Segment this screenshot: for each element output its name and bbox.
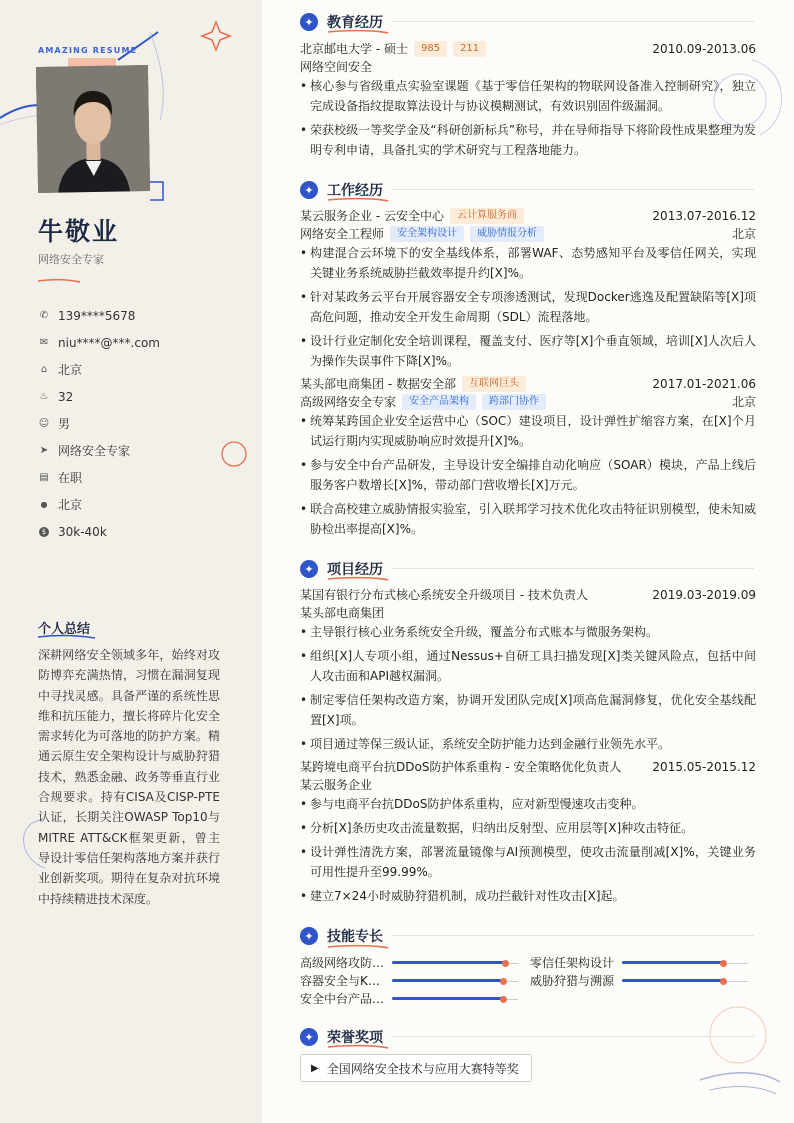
award-item[interactable] bbox=[300, 1054, 532, 1082]
skill-bar bbox=[622, 978, 748, 984]
skill-tag: 跨部门协作 bbox=[482, 394, 546, 410]
target-role-value: 网络安全专家 bbox=[58, 444, 131, 458]
info-age bbox=[38, 383, 160, 410]
briefcase-icon: ▤ bbox=[39, 472, 49, 483]
skill-tag: 安全产品架构 bbox=[402, 394, 476, 410]
sparkle-icon: ✦ bbox=[300, 1028, 318, 1046]
major-text: 网络空间安全 bbox=[300, 60, 373, 74]
project-bullet: • 制定零信任架构改造方案，协调开发团队完成[X]项高危漏洞修复，优化安全基线配置[X]项。 bbox=[300, 691, 756, 730]
section-title: 工作经历 bbox=[327, 183, 383, 199]
education-major bbox=[300, 58, 756, 75]
project-bullet: • 组织[X]人专项小组，通过Nessus+自研工具扫描发现[X]类关键风险点，包括中间人攻击面和API越权漏洞。 bbox=[300, 647, 756, 686]
section-header-work bbox=[300, 180, 383, 200]
project-header bbox=[300, 758, 756, 775]
industry-tag: 互联网巨头 bbox=[462, 376, 526, 392]
job-bullet: • 参与安全中台产品研发，主导设计安全编排自动化响应（SOAR）模块，产品上线后服务客户数增长[X]%，带动部门营收增长[X]万元。 bbox=[300, 456, 756, 495]
info-gender bbox=[38, 410, 160, 437]
section-divider bbox=[392, 189, 754, 190]
home-icon: ⌂ bbox=[40, 364, 48, 375]
play-triangle-icon: ▶ bbox=[311, 1062, 319, 1074]
job-city: 北京 bbox=[731, 227, 756, 241]
education-bullet: • 核心参与省级重点实验室课题《基于零信任架构的物联网设备准入控制研究》，独立完成设备指纹提取算法设计与协议模糊测试，有效识别固件级漏洞。 bbox=[300, 77, 756, 116]
project-name: 某跨境电商平台抗DDoS防护体系重构 - 安全策略优化负责人 bbox=[300, 760, 622, 774]
project-date: 2019.03-2019.09 bbox=[652, 587, 756, 602]
job-bullet: • 联合高校建立威胁情报实验室，引入联邦学习技术优化攻击特征识别模型，使未知威胁检出率提高[X]%。 bbox=[300, 500, 756, 539]
project-bullet: • 参与电商平台抗DDoS防护体系重构，应对新型慢速攻击变种。 bbox=[300, 795, 756, 815]
project-org-text: 某头部电商集团 bbox=[300, 606, 385, 620]
cake-icon: ♨ bbox=[39, 391, 49, 402]
industry-tag: 云计算服务商 bbox=[450, 208, 524, 224]
job-header bbox=[300, 375, 756, 392]
education-header bbox=[300, 40, 756, 57]
skill-bar bbox=[392, 996, 518, 1002]
section-header-projects bbox=[300, 559, 383, 579]
school-tag: 985 bbox=[414, 41, 447, 57]
education-bullet: • 荣获校级一等奖学金及“科研创新标兵”称号，并在导师指导下将阶段性成果整理为发明专利申请，具备扎实的学术研究与工程落地能力。 bbox=[300, 121, 756, 160]
skill-item bbox=[530, 972, 748, 989]
project-org bbox=[300, 604, 756, 621]
info-email bbox=[38, 329, 160, 356]
send-icon: ➤ bbox=[39, 445, 49, 456]
education-date: 2010.09-2013.06 bbox=[652, 41, 756, 56]
school-tag: 211 bbox=[453, 41, 486, 57]
skill-label: 容器安全与K… bbox=[300, 974, 380, 988]
skill-bar bbox=[392, 978, 518, 984]
section-header-skills bbox=[300, 926, 383, 946]
project-bullet: • 项目通过等保三级认证，系统安全防护能力达到金融行业领先水平。 bbox=[300, 735, 756, 755]
age-value: 32 bbox=[58, 389, 74, 404]
skill-bar bbox=[622, 960, 748, 966]
project-org bbox=[300, 776, 756, 793]
skill-label: 零信任架构设计 bbox=[530, 956, 615, 970]
job-bullet: • 针对某政务云平台开展容器安全专项渗透测试，发现Docker逃逸及配置缺陷等[X]项高危问题，推动安全开发生命周期（SDL）流程落地。 bbox=[300, 288, 756, 327]
skill-item bbox=[530, 954, 748, 971]
section-divider bbox=[392, 21, 754, 22]
location-pin-icon: ● bbox=[40, 500, 48, 509]
salary-icon: $ bbox=[38, 526, 50, 538]
project-date: 2015.05-2015.12 bbox=[652, 759, 756, 774]
skill-item bbox=[300, 954, 518, 971]
section-title: 技能专长 bbox=[327, 929, 383, 945]
phone-icon: ✆ bbox=[39, 310, 49, 321]
section-header-awards bbox=[300, 1027, 383, 1047]
sparkle-icon: ✦ bbox=[300, 927, 318, 945]
info-phone bbox=[38, 302, 160, 329]
company-name: 某云服务企业 - 云安全中心 bbox=[300, 209, 444, 223]
job-position-row bbox=[300, 393, 756, 410]
info-hometown bbox=[38, 356, 160, 383]
gender-icon: ☺ bbox=[38, 418, 50, 429]
summary-title: 个人总结 bbox=[38, 622, 91, 637]
school-name: 北京邮电大学 - 硕士 bbox=[300, 42, 408, 56]
skill-item bbox=[300, 990, 518, 1007]
project-bullet: • 主导银行核心业务系统安全升级，覆盖分布式账本与微服务架构。 bbox=[300, 623, 756, 643]
position-name: 高级网络安全专家 bbox=[300, 395, 397, 409]
hometown-value: 北京 bbox=[58, 363, 83, 377]
info-location bbox=[38, 491, 160, 518]
phone-value: 139****5678 bbox=[58, 308, 136, 323]
contact-info-list bbox=[38, 302, 160, 545]
job-position-row bbox=[300, 225, 756, 242]
skill-label: 高级网络攻防… bbox=[300, 956, 385, 970]
job-date: 2013.07-2016.12 bbox=[652, 208, 756, 223]
skill-item bbox=[300, 972, 518, 989]
job-bullet: • 统筹某跨国企业安全运营中心（SOC）建设项目，设计弹性扩缩容方案，在[X]个月试运行期内实现威胁响应时效提升[X]%。 bbox=[300, 412, 756, 451]
mail-icon: ✉ bbox=[39, 337, 49, 348]
project-name: 某国有银行分布式核心系统安全升级项目 - 技术负责人 bbox=[300, 588, 588, 602]
skill-label: 威胁狩猎与溯源 bbox=[530, 974, 615, 988]
section-header-education bbox=[300, 12, 383, 32]
position-name: 网络安全工程师 bbox=[300, 227, 385, 241]
section-title: 荣誉奖项 bbox=[327, 1030, 383, 1046]
section-divider bbox=[392, 1036, 754, 1037]
info-target-role bbox=[38, 437, 160, 464]
skill-label: 安全中台产品… bbox=[300, 992, 385, 1006]
section-divider bbox=[392, 935, 754, 936]
summary-text: 深耕网络安全领域多年，始终对攻防博弈充满热情，习惯在漏洞复现中寻找灵感。具备严谨的系统性思维和抗压能力，擅长将碎片化安全需求转化为可落地的防护方案。精通云原生安全架构设计与威胁狩猎技术，熟悉金融、政务等垂直行业合规要求。持有CISA及CISP-PTE认证，长期关注OWASP Top10与MITRE ATT&CK框架更新，曾主导设计零信任架构落地方案并获行业创新奖项。期待在复杂对抗环境中持续精进技术深度。 bbox=[38, 648, 220, 906]
project-bullet: • 设计弹性清洗方案，部署流量镜像与AI预测模型，使攻击流量削减[X]%，关键业务可用性提升至99.99%。 bbox=[300, 843, 756, 882]
sparkle-icon: ✦ bbox=[300, 560, 318, 578]
location-value: 北京 bbox=[58, 498, 83, 512]
sparkle-icon: ✦ bbox=[300, 181, 318, 199]
skill-tag: 安全架构设计 bbox=[390, 226, 464, 242]
project-bullet: • 建立7×24小时威胁狩猎机制，成功拦截针对性攻击[X]起。 bbox=[300, 887, 756, 907]
candidate-name: 牛敬业 bbox=[38, 217, 120, 246]
candidate-role: 网络安全专家 bbox=[38, 253, 104, 266]
section-title: 项目经历 bbox=[327, 562, 383, 578]
info-status bbox=[38, 464, 160, 491]
email-value: niu****@***.com bbox=[58, 335, 160, 350]
section-divider bbox=[392, 568, 754, 569]
company-name: 某头部电商集团 - 数据安全部 bbox=[300, 377, 456, 391]
skill-bar bbox=[392, 960, 518, 966]
gender-value: 男 bbox=[58, 417, 71, 431]
banner-text: AMAZING RESUME bbox=[38, 46, 138, 55]
section-title: 教育经历 bbox=[327, 15, 383, 31]
info-salary bbox=[38, 518, 160, 545]
job-city: 北京 bbox=[731, 395, 756, 409]
project-org-text: 某云服务企业 bbox=[300, 778, 373, 792]
profile-photo bbox=[36, 65, 150, 193]
job-bullet: • 设计行业定制化安全培训课程，覆盖支付、医疗等[X]个垂直领域，培训[X]人次后人为操作失误事件下降[X]%。 bbox=[300, 332, 756, 371]
job-header bbox=[300, 207, 756, 224]
job-bullet: • 构建混合云环境下的安全基线体系，部署WAF、态势感知平台及零信任网关，实现关键业务系统威胁拦截效率提升约[X]%。 bbox=[300, 244, 756, 283]
salary-value: 30k-40k bbox=[58, 524, 107, 539]
skill-tag: 威胁情报分析 bbox=[470, 226, 544, 242]
sparkle-icon: ✦ bbox=[300, 13, 318, 31]
award-label: 全国网络安全技术与应用大赛特等奖 bbox=[326, 1061, 519, 1076]
status-value: 在职 bbox=[58, 471, 83, 485]
project-bullet: • 分析[X]条历史攻击流量数据，归纳出反射型、应用层等[X]种攻击特征。 bbox=[300, 819, 756, 839]
job-date: 2017.01-2021.06 bbox=[652, 376, 756, 391]
project-header bbox=[300, 586, 756, 603]
